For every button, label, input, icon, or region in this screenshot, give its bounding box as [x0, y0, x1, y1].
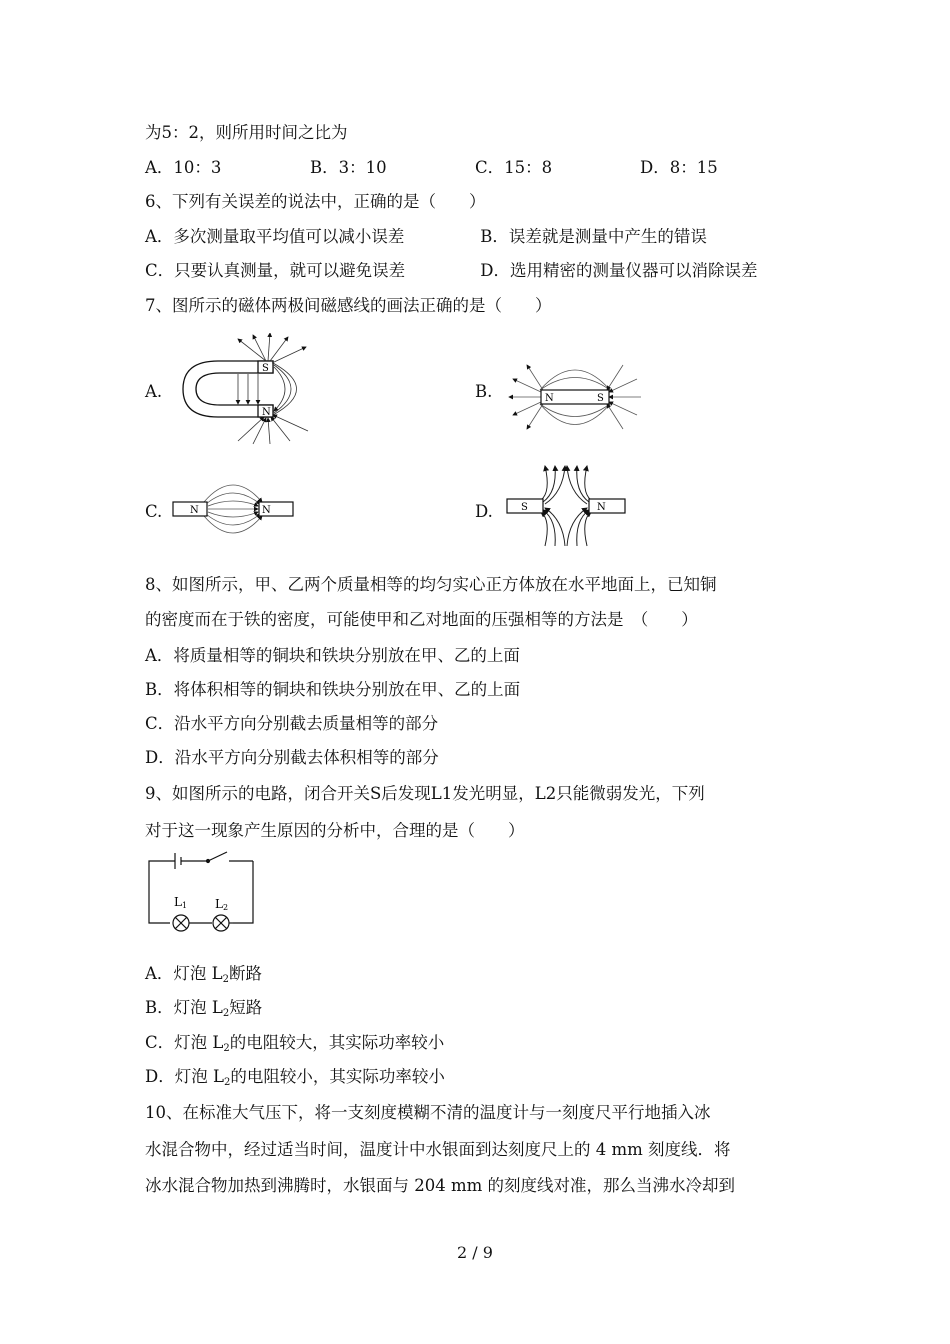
q9-circuit-diagram	[145, 848, 257, 934]
q10-line1: 10、在标准大气压下，将一支刻度模糊不清的温度计与一刻度尺平行地插入冰	[145, 1103, 711, 1122]
q7b-pole-s: S	[597, 393, 604, 404]
q8-stem-line1: 8、如图所示，甲、乙两个质量相等的均匀实心正方体放在水平地面上，已知铜	[145, 575, 717, 594]
q9-label-l2: L2	[215, 897, 229, 912]
q5-options	[145, 156, 718, 180]
q6-option-c: C．只要认真测量，就可以避免误差	[145, 261, 406, 280]
q8-option-a: A．将质量相等的铜块和铁块分别放在甲、乙的上面	[145, 646, 520, 665]
q8-option-c: C．沿水平方向分别截去质量相等的部分	[145, 714, 439, 733]
q9-option-b: B．灯泡 $L_2$短路	[145, 998, 263, 1019]
q6-options-row2	[145, 259, 757, 283]
q6-option-d: D．选用精密的测量仪器可以消除误差	[480, 261, 758, 280]
q9-stem-line1: 9、如图所示的电路，闭合开关S后发现L1发光明显，L2只能微弱发光，下列	[145, 784, 705, 803]
q7-label-c: C.	[145, 502, 163, 521]
q7-figure-a	[178, 333, 328, 445]
q7a-pole-s: S	[262, 363, 269, 374]
q9-option-a: A．灯泡 $L_2$断路	[145, 964, 262, 985]
q7d-pole-s: S	[521, 502, 528, 513]
q7-figure-b	[505, 345, 645, 450]
q8-option-d: D．沿水平方向分别截去体积相等的部分	[145, 748, 439, 767]
q6-option-b: B．误差就是测量中产生的错误	[480, 227, 707, 246]
q5-option-d: D．8：15	[640, 158, 718, 177]
q9-label-l1: L1	[174, 895, 188, 910]
q5-option-c: C．15：8	[475, 158, 553, 177]
q10-line3: 冰水混合物加热到沸腾时，水银面与 204 mm 的刻度线对准，那么当沸水冷却到	[145, 1176, 736, 1195]
q6-stem: 6、下列有关误差的说法中，正确的是（ ）	[145, 192, 486, 211]
q7b-pole-n: N	[545, 393, 554, 404]
q10-line2: 水混合物中，经过适当时间，温度计中水银面到达刻度尺上的 4 mm 刻度线．将	[145, 1140, 731, 1159]
q7-stem: 7、图所示的磁体两极间磁感线的画法正确的是（ ）	[145, 296, 552, 315]
q8-stem-line2: 的密度而在于铁的密度，可能使甲和乙对地面的压强相等的方法是 （ ）	[145, 610, 698, 629]
q7-figure-c	[170, 468, 295, 550]
q7-label-b: B.	[475, 382, 493, 401]
q8-option-b: B．将体积相等的铜块和铁块分别放在甲、乙的上面	[145, 680, 521, 699]
q7-figure-d	[505, 462, 627, 550]
q7-label-d: D.	[475, 502, 493, 521]
q5-stem-tail: 为5：2，则所用时间之比为	[145, 123, 348, 142]
page-number: 2 / 9	[457, 1243, 493, 1262]
q9-option-c: C．灯泡 $L_2$的电阻较大，其实际功率较小	[145, 1033, 445, 1054]
q9-option-d: D．灯泡 $L_2$的电阻较小，其实际功率较小	[145, 1067, 445, 1088]
q7c-pole-n-left: N	[190, 505, 199, 516]
q9-stem-line2: 对于这一现象产生原因的分析中，合理的是（ ）	[145, 821, 525, 840]
q6-option-a: A．多次测量取平均值可以减小误差	[145, 227, 405, 246]
q7-label-a: A.	[145, 382, 163, 401]
q7a-pole-n: N	[262, 407, 271, 418]
q5-option-a: A．10：3	[145, 158, 222, 177]
q7d-pole-n: N	[597, 502, 606, 513]
q7c-pole-n-right: N	[262, 505, 271, 516]
q5-option-b: B．3：10	[310, 158, 387, 177]
q6-options-row1	[145, 225, 707, 249]
